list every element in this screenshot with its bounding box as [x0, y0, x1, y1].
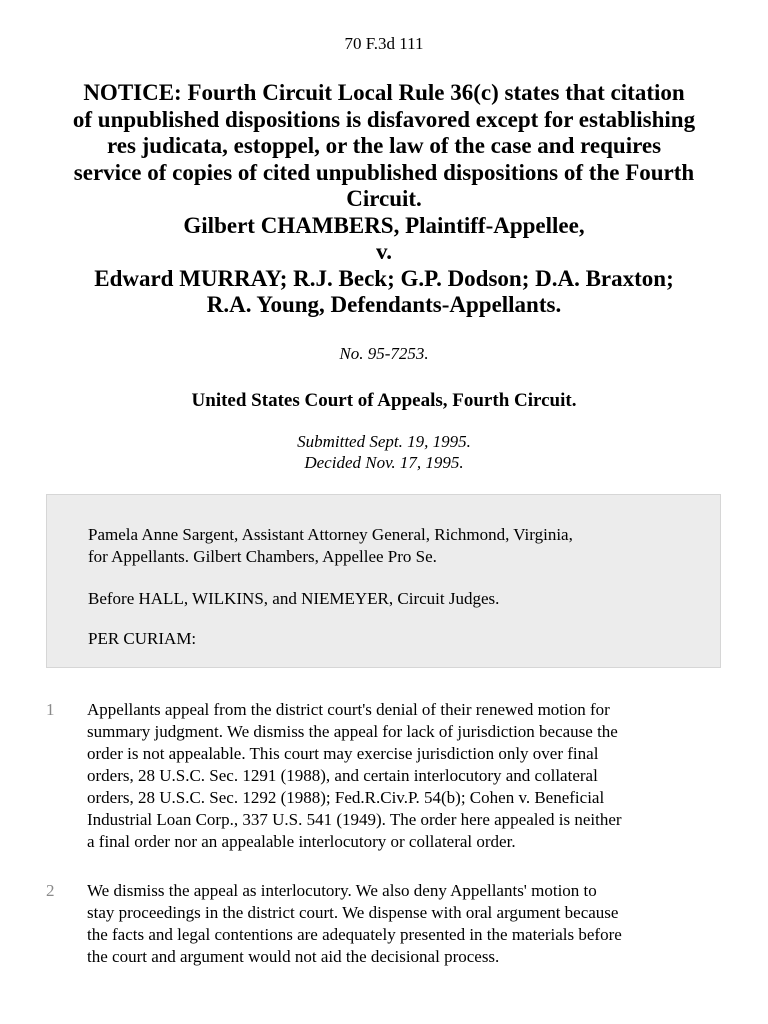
notice-line: NOTICE: Fourth Circuit Local Rule 36(c) states that citation [83, 80, 685, 105]
case-citation: 70 F.3d 111 [344, 34, 424, 53]
per-curiam-label: PER CURIAM: [88, 629, 197, 648]
versus-line: v. [376, 239, 392, 264]
counsel-line: Pamela Anne Sargent, Assistant Attorney General, Richmond, Virginia, [88, 525, 573, 544]
paragraph-line: orders, 28 U.S.C. Sec. 1291 (1988), and certain interlocutory and collateral [87, 766, 598, 785]
case-dates [0, 431, 768, 473]
paragraph-line: We dismiss the appeal as interlocutory. We also deny Appellants' motion to [87, 881, 597, 900]
paragraph-number: 1 [46, 700, 55, 719]
paragraph-line: Industrial Loan Corp., 337 U.S. 541 (1949). The order here appealed is neither [87, 810, 622, 829]
docket-number: No. 95-7253. [339, 344, 429, 363]
paragraph-line: orders, 28 U.S.C. Sec. 1292 (1988); Fed.R.Civ.P. 54(b); Cohen v. Beneficial [87, 788, 605, 807]
paragraph-line: order is not appealable. This court may exercise jurisdiction only over final [87, 744, 599, 763]
paragraph-number: 2 [46, 881, 55, 900]
counsel-panel [46, 494, 721, 668]
paragraph-line: the court and argument would not aid the decisional process. [87, 947, 500, 966]
paragraph-line: the facts and legal contentions are adequately presented in the materials before [87, 925, 622, 944]
judges-line: Before HALL, WILKINS, and NIEMEYER, Circuit Judges. [88, 589, 500, 608]
defendants-line: Edward MURRAY; R.J. Beck; G.P. Dodson; D.A. Braxton; [94, 265, 674, 291]
paragraph-line: Appellants appeal from the district court's denial of their renewed motion for [87, 700, 610, 719]
paragraph-line: summary judgment. We dismiss the appeal for lack of jurisdiction because the [87, 722, 618, 741]
opinion-paragraph [87, 880, 727, 968]
opinion-paragraph [87, 699, 727, 853]
notice-line: res judicata, estoppel, or the law of the case and requires [106, 133, 662, 158]
paragraph-line: stay proceedings in the district court. We dispense with oral argument because [87, 903, 619, 922]
case-heading [20, 80, 748, 319]
decided-date: Decided Nov. 17, 1995. [304, 453, 464, 472]
notice-line: service of copies of cited unpublished dispositions of the Fourth [73, 159, 695, 185]
defendants-line: R.A. Young, Defendants-Appellants. [206, 292, 562, 317]
notice-line: of unpublished dispositions is disfavored except for establishing [72, 106, 696, 132]
notice-line: Circuit. [346, 186, 422, 211]
counsel-line: for Appellants. Gilbert Chambers, Appellee Pro Se. [88, 547, 437, 566]
court-name: United States Court of Appeals, Fourth Circuit. [191, 390, 577, 411]
submitted-date: Submitted Sept. 19, 1995. [297, 432, 471, 451]
plaintiff-line: Gilbert CHAMBERS, Plaintiff-Appellee, [183, 212, 585, 238]
paragraph-line: a final order nor an appealable interlocutory or collateral order. [87, 832, 516, 851]
